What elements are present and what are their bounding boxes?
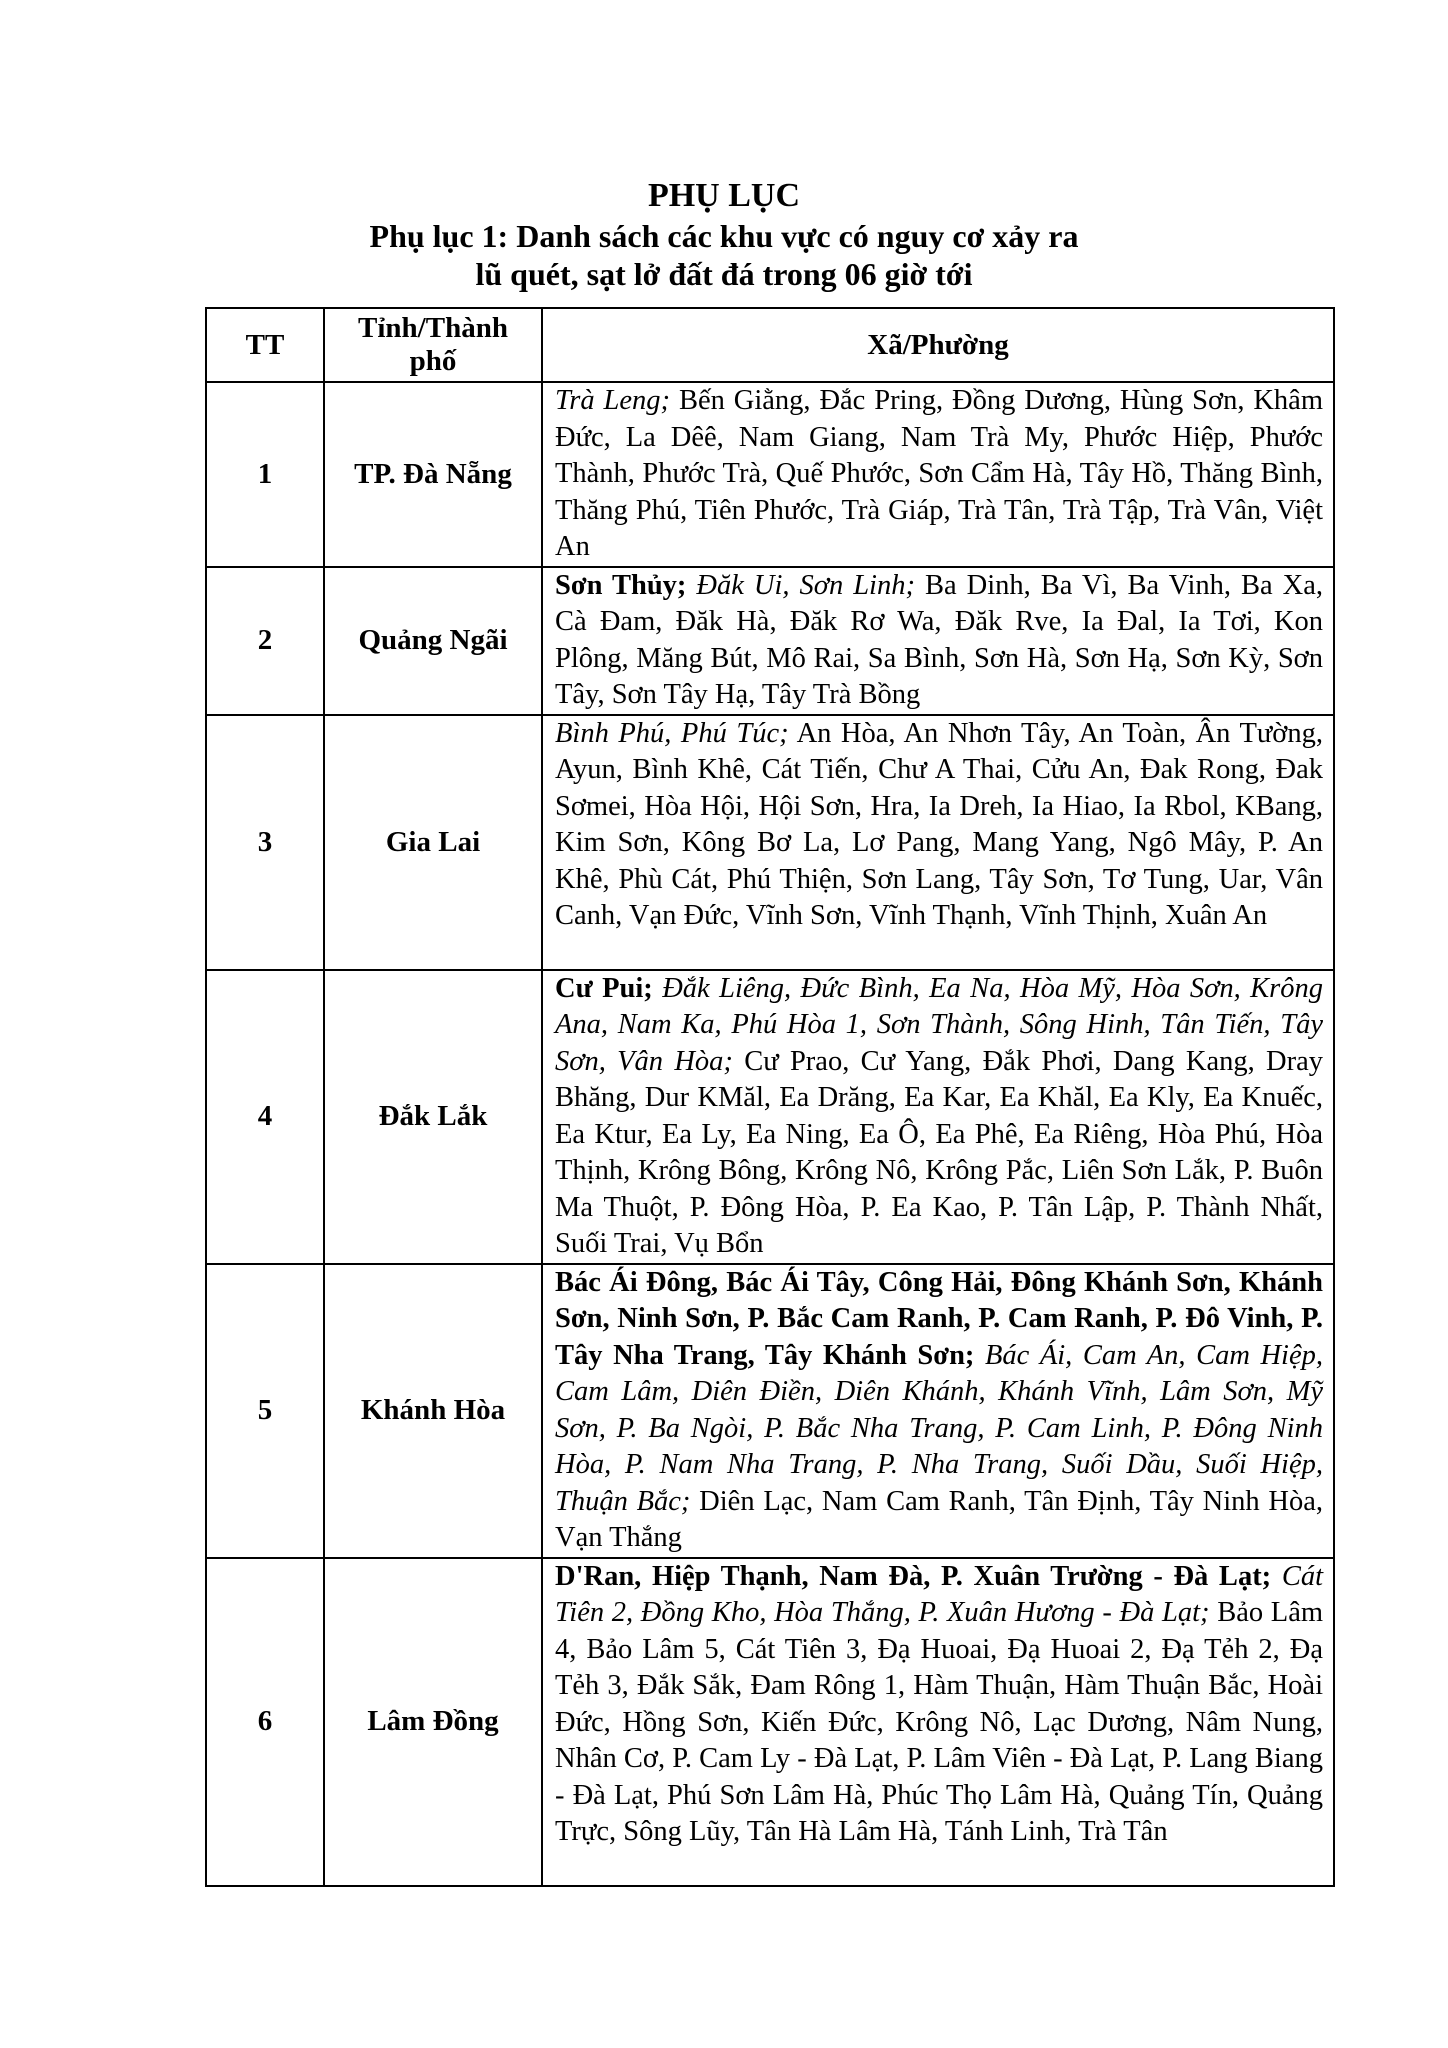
row-communes [542,970,1334,1264]
appendix-subtitle-line-1: Phụ lục 1: Danh sách các khu vực có nguy cơ xảy ra [369,218,1079,254]
row-number: 5 [206,1264,324,1558]
row-number: 4 [206,970,324,1264]
title-block [0,175,1448,293]
row-province: Gia Lai [324,715,542,970]
table-row [206,1264,1334,1558]
row-province: TP. Đà Nẵng [324,382,542,567]
header-tt: TT [206,308,324,382]
communes-normal: Ba Dinh, Ba Vì, Ba Vinh, Ba Xa, Cà Đam, Đăk Hà, Đăk Rơ Wa, Đăk Rve, Ia Đal, Ia Tơi, Kon Plông, Măng Bút, Mô Rai, Sa Bình, Sơn Hà, Sơn Hạ, Sơn Kỳ, Sơn Tây, Sơn Tây Hạ, Tây Trà Bồng [555,569,1324,710]
communes-normal: An Hòa, An Nhơn Tây, An Toàn, Ân Tường, Ayun, Bình Khê, Cát Tiến, Chư A Thai, Cửu An, Đak Rong, Đak Sơmei, Hòa Hội, Hội Sơn, Hra, Ia Dreh, Ia Hiao, Ia Rbol, KBang, Kim Sơn, Kông Bơ La, Lơ Pang, Mang Yang, Ngô Mây, P. An Khê, Phù Cát, Phú Thiện, Sơn Lang, Tây Sơn, Tơ Tung, Uar, Vân Canh, Vạn Đức, Vĩnh Sơn, Vĩnh Thạnh, Vĩnh Thịnh, Xuân An [555,717,1323,931]
communes-italic: Bình Phú, Phú Túc; [555,717,789,749]
row-province: Lâm Đồng [324,1558,542,1886]
table-header-row [206,308,1334,382]
communes-italic: Bác Ái, Cam An, Cam Hiệp, Cam Lâm, Diên Điền, Diên Khánh, Khánh Vĩnh, Lâm Sơn, Mỹ Sơn, P. Ba Ngòi, P. Bắc Nha Trang, P. Cam Linh, P. Đông Ninh Hòa, P. Nam Nha Trang, P. Nha Trang, Suối Dầu, Suối Hiệp, Thuận Bắc; [555,1339,1323,1517]
communes-bold: Bác Ái Đông, Bác Ái Tây, Công Hải, Đông Khánh Sơn, Khánh Sơn, Ninh Sơn, P. Bắc Cam Ranh, P. Cam Ranh, P. Đô Vinh, P. Tây Nha Trang, Tây Khánh Sơn; [555,1266,1323,1371]
communes-bold: Sơn Thủy; [555,569,687,601]
header-communes: Xã/Phường [542,308,1334,382]
communes-italic: Đăk Ui, Sơn Linh; [696,569,915,601]
communes-bold: D'Ran, Hiệp Thạnh, Nam Đà, P. Xuân Trường - Đà Lạt; [555,1560,1272,1592]
row-number: 6 [206,1558,324,1886]
header-province: Tỉnh/Thành phố [324,308,542,382]
table-row [206,382,1334,567]
table-row [206,715,1334,970]
row-province: Quảng Ngãi [324,567,542,715]
communes-normal: Bảo Lâm 4, Bảo Lâm 5, Cát Tiên 3, Đạ Huoai, Đạ Huoai 2, Đạ Tẻh 2, Đạ Tẻh 3, Đắk Sắk, Đam Rông 1, Hàm Thuận, Hàm Thuận Bắc, Hoài Đức, Hồng Sơn, Kiến Đức, Krông Nô, Lạc Dương, Nâm Nung, Nhân Cơ, P. Cam Ly - Đà Lạt, P. Lâm Viên - Đà Lạt, P. Lang Biang - Đà Lạt, Phú Sơn Lâm Hà, Phúc Thọ Lâm Hà, Quảng Tín, Quảng Trực, Sông Lũy, Tân Hà Lâm Hà, Tánh Linh, Trà Tân [555,1597,1324,1847]
row-province: Khánh Hòa [324,1264,542,1558]
row-communes [542,1558,1334,1886]
appendix-title: PHỤ LỤC [647,177,801,214]
communes-normal: Bến Giằng, Đắc Pring, Đồng Dương, Hùng Sơn, Khâm Đức, La Dêê, Nam Giang, Nam Trà My, Phước Hiệp, Phước Thành, Phước Trà, Quế Phước, Sơn Cẩm Hà, Tây Hồ, Thăng Bình, Thăng Phú, Tiên Phước, Trà Giáp, Trà Tân, Trà Tập, Trà Vân, Việt An [555,385,1323,562]
communes-normal: Diên Lạc, Nam Cam Ranh, Tân Định, Tây Ninh Hòa, Vạn Thắng [555,1485,1324,1553]
row-number: 3 [206,715,324,970]
row-communes [542,382,1334,567]
row-communes [542,715,1334,970]
table-row [206,970,1334,1264]
appendix-subtitle-line-2: lũ quét, sạt lở đất đá trong 06 giờ tới [475,256,973,292]
row-number: 1 [206,382,324,567]
communes-normal: Cư Prao, Cư Yang, Đắk Phơi, Dang Kang, Dray Bhăng, Dur KMăl, Ea Drăng, Ea Kar, Ea Khăl, Ea Kly, Ea Knuếc, Ea Ktur, Ea Ly, Ea Ning, Ea Ô, Ea Phê, Ea Riêng, Hòa Phú, Hòa Thịnh, Krông Bông, Krông Nô, Krông Pắc, Liên Sơn Lắk, P. Buôn Ma Thuột, P. Đông Hòa, P. Ea Kao, P. Tân Lập, P. Thành Nhất, Suối Trai, Vụ Bổn [555,1045,1324,1259]
communes-bold: Cư Pui; [555,972,653,1004]
communes-italic: Trà Leng; [555,385,671,416]
risk-area-table [205,307,1335,1887]
row-communes [542,567,1334,715]
table-row [206,567,1334,715]
communes-italic: Đắk Liêng, Đức Bình, Ea Na, Hòa Mỹ, Hòa Sơn, Krông Ana, Nam Ka, Phú Hòa 1, Sơn Thành, Sông Hinh, Tân Tiến, Tây Sơn, Vân Hòa; [555,972,1324,1077]
communes-italic: Cát Tiên 2, Đồng Kho, Hòa Thắng, P. Xuân Hương - Đà Lạt; [555,1560,1324,1628]
row-communes [542,1264,1334,1558]
row-number: 2 [206,567,324,715]
row-province: Đắk Lắk [324,970,542,1264]
table-row [206,1558,1334,1886]
